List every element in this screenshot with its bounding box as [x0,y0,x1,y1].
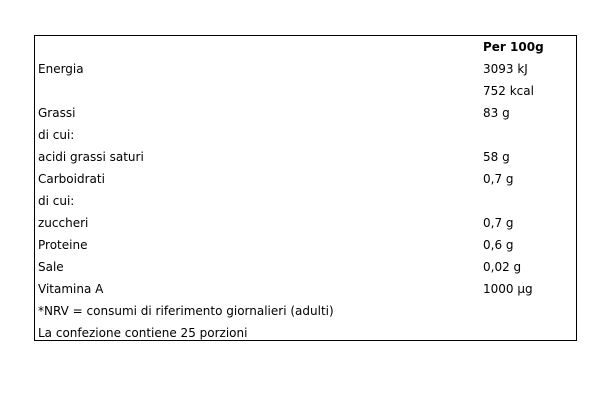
footnote-nrv-text: *NRV = consumi di riferimento giornalieri (adulti) [38,304,334,318]
nutrient-value: 0,7 g [483,172,514,186]
nutrient-label: Grassi [38,106,76,120]
table-row [35,58,576,80]
nutrient-label: di cui: [38,128,75,142]
table-row [35,278,576,300]
nutrient-value: 0,6 g [483,238,514,252]
table-row [35,190,576,212]
table-row [35,80,576,102]
footnote-portions [35,322,576,344]
table-row [35,212,576,234]
table-row [35,124,576,146]
table-header-row [35,36,576,58]
nutrient-label: Energia [38,62,84,76]
nutrient-label: di cui: [38,194,75,208]
table-row [35,102,576,124]
table-row [35,146,576,168]
nutrient-value: 1000 µg [483,282,533,296]
nutrient-label: acidi grassi saturi [38,150,144,164]
table-row [35,234,576,256]
nutrient-value: 3093 kJ [483,62,528,76]
table-row [35,256,576,278]
nutrient-label: Vitamina A [38,282,104,296]
nutrient-label: zuccheri [38,216,89,230]
footnote-portions-text: La confezione contiene 25 porzioni [38,326,248,340]
header-per-100g: Per 100g [483,40,544,54]
table-row [35,168,576,190]
nutrition-table [34,35,577,341]
nutrient-label: Sale [38,260,64,274]
nutrient-value: 752 kcal [483,84,534,98]
nutrient-label: Proteine [38,238,88,252]
nutrient-value: 58 g [483,150,510,164]
nutrient-value: 0,7 g [483,216,514,230]
footnote-nrv [35,300,576,322]
nutrient-label: Carboidrati [38,172,105,186]
nutrient-value: 83 g [483,106,510,120]
nutrient-value: 0,02 g [483,260,522,274]
